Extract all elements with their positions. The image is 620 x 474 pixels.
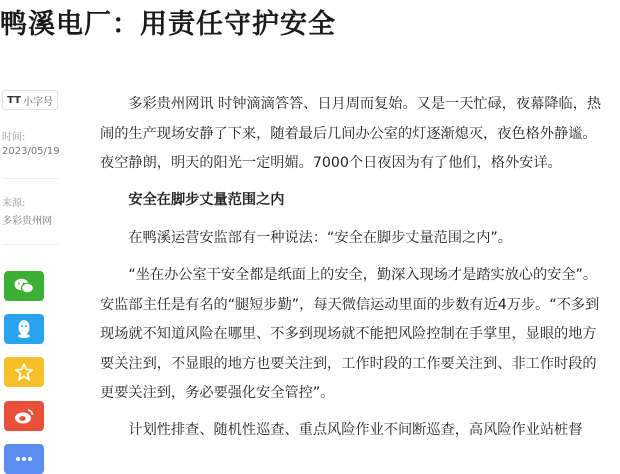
sidebar-divider [2, 244, 58, 245]
share-weibo-button[interactable] [4, 401, 44, 431]
article-paragraph: “坐在办公室干安全都是纸面上的安全，勤深入现场才是踏实放心的安全”。安监部主任是有名的“腿短步勤”，每天微信运动里面的步数有近4万步。“不多到现场就不知道风险在哪里、不多到现场就不能把风险控制在手掌里，显眼的地方要关注到，不显眼的地方也要关注到，工作时段的工作要关注到、非工作时段的更要关注到，务必要强化安全管控”。 [100, 266, 600, 402]
article-paragraph: 在鸭溪运营安监部有一种说法：“安全在脚步丈量范围之内”。 [128, 230, 512, 247]
share-qzone-button[interactable] [4, 357, 44, 387]
wechat-icon [13, 277, 35, 295]
article-title: 鸭溪电厂：用责任守护安全 [0, 9, 336, 40]
article-paragraph: 多彩贵州网讯 时钟滴滴答答、日月周而复始。又是一天忙碌，夜幕降临，热闹的生产现场安静了下来，随着最后几间办公室的灯逐渐熄灭，夜色格外静谧。夜空静朗，明天的阳光一定明媚。7000个日夜因为有了他们，格外安详。 [100, 96, 602, 172]
qzone-icon [15, 363, 33, 381]
share-more-button[interactable] [4, 444, 44, 474]
source-label: 来源: [2, 198, 26, 209]
more-icon [15, 456, 33, 462]
weibo-icon [14, 407, 34, 425]
font-size-label: 小字号 [22, 96, 53, 108]
qq-icon [16, 319, 32, 339]
article-body [100, 90, 605, 453]
article-subheading: 安全在脚步丈量范围之内 [128, 191, 285, 208]
share-qq-button[interactable] [4, 314, 44, 344]
source-value: 多彩贵州网 [2, 216, 52, 227]
share-wechat-button[interactable] [4, 271, 44, 301]
article-paragraph: 计划性排查、随机性巡查、重点风险作业不间断巡查，高风险作业站桩督 [128, 421, 583, 438]
time-label: 时间: [2, 132, 26, 143]
sidebar-divider [2, 178, 58, 179]
font-size-toggle[interactable] [2, 90, 58, 110]
publish-date: 2023/05/19 [2, 146, 60, 157]
font-size-icon: TT [7, 94, 21, 106]
